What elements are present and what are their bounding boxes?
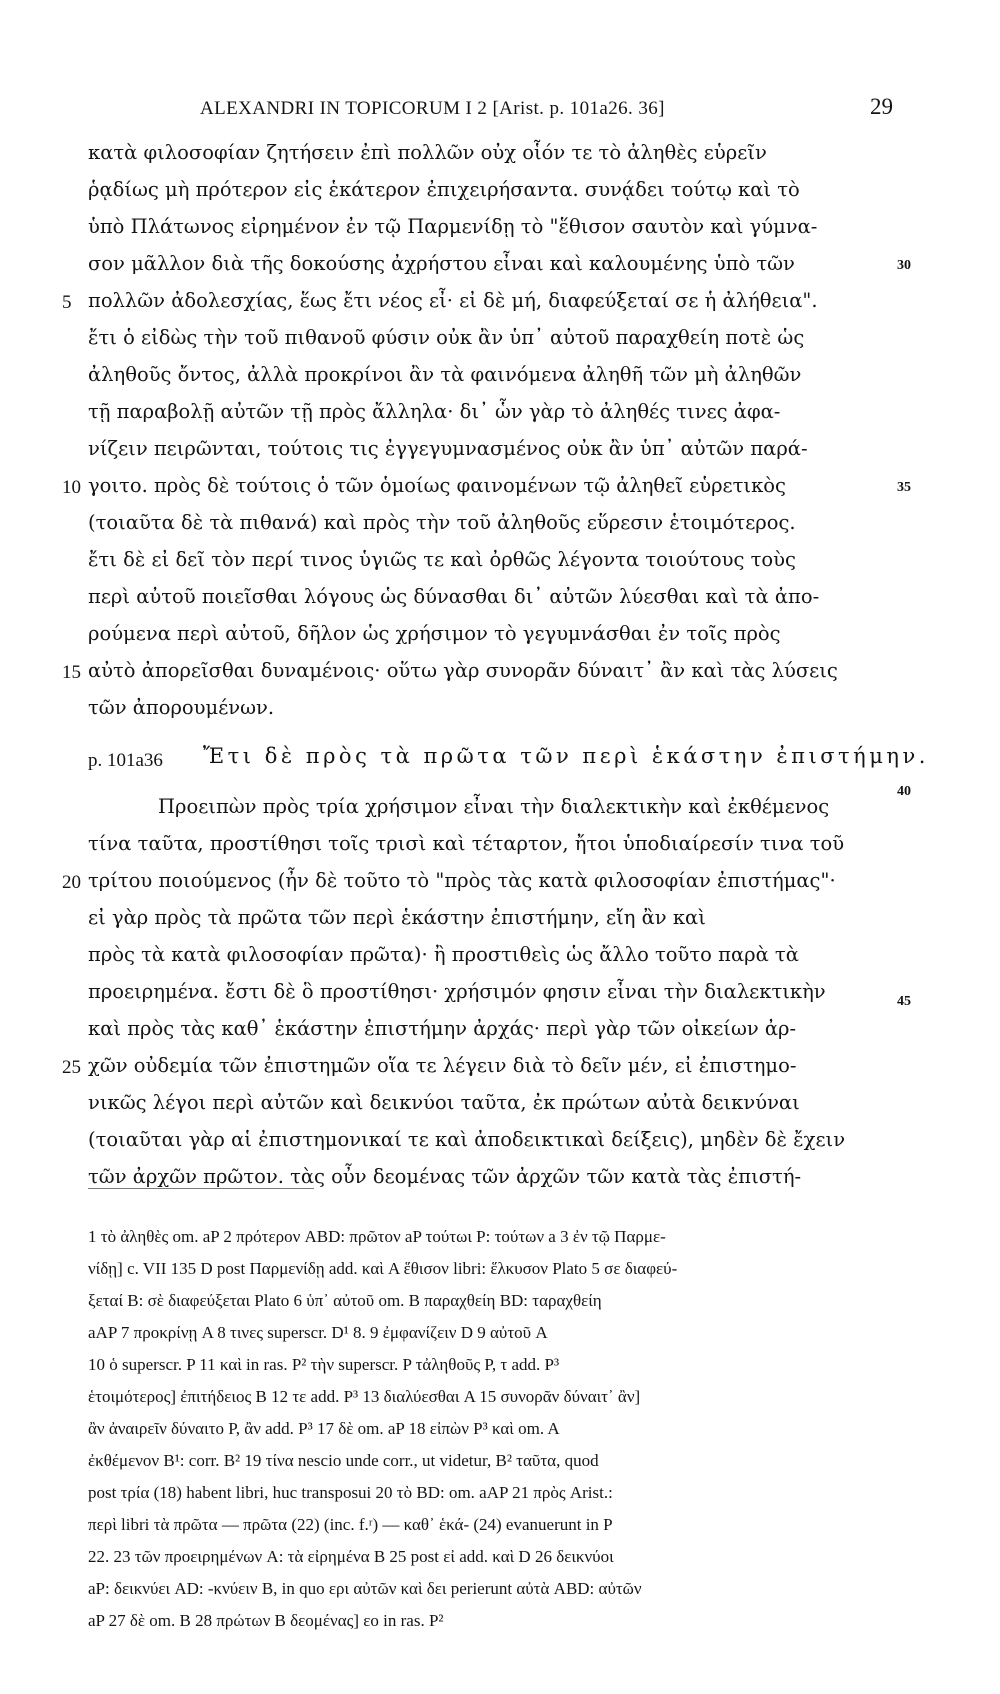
apparatus-line: περὶ libri τὰ πρῶτα — πρῶτα (22) (inc. f.ʳ) — καθ᾽ ἑκά- (24) evanuerunt in P [88,1515,613,1534]
text-line: προειρημένα. ἔστι δὲ ὃ προστίθησι· χρήσιμόν φησιν εἶναι τὴν διαλεκτικὴν [88,980,826,1003]
text-line: ὑπὸ Πλάτωνος εἰρημένον ἐν τῷ Παρμενίδῃ τὸ "ἕθισον σαυτὸν καὶ γύμνα- [88,215,818,238]
text-line: κατὰ φιλοσοφίαν ζητήσειν ἐπὶ πολλῶν οὐχ οἷόν τε τὸ ἀληθὲς εὑρεῖν [88,141,767,164]
apparatus-line: ξεταί B: σὲ διαφεύξεται Plato 6 ὑπ᾽ αὐτοῦ om. B παραχθείη BD: ταραχθείη [88,1291,602,1310]
apparatus-line: ἑτοιμότερος] ἐπιτήδειος B 12 τε add. P³ 13 διαλύεσθαι A 15 συνορᾶν δύναιτ᾽ ἂν] [88,1387,641,1406]
apparatus-line: aP: δεικνύει AD: -κνύειν B, in quo ερι αὐτῶν καὶ δει perierunt αὐτὰ ABD: αὐτῶν [88,1579,642,1598]
text-line: νικῶς λέγοι περὶ αὐτῶν καὶ δεικνύοι ταῦτα, ἐκ πρώτων αὐτὰ δεικνύναι [88,1091,800,1114]
margin-reference: 35 [897,480,911,495]
text-line: καὶ πρὸς τὰς καθ᾽ ἑκάστην ἐπιστήμην ἀρχάς· περὶ γὰρ τῶν οἰκείων ἀρ- [88,1017,797,1040]
page-number: 29 [870,94,893,119]
text-line: ἔτι δὲ εἰ δεῖ τὸν περί τινος ὑγιῶς τε καὶ ὀρθῶς λέγοντα τοιούτους τοὺς [88,548,796,571]
apparatus-line: ἐκθέμενον B¹: corr. B² 19 τίνα nescio unde corr., ut videtur, B² ταῦτα, quod [88,1451,599,1470]
line-number: 15 [62,662,81,683]
text-line: γοιτο. πρὸς δὲ τούτοις ὁ τῶν ὁμοίως φαινομένων τῷ ἀληθεῖ εὑρετικὸς [88,474,786,497]
text-line: αὐτὸ ἀπορεῖσθαι δυναμένοις· οὕτω γὰρ συνορᾶν δύναιτ᾽ ἂν καὶ τὰς λύσεις [88,659,838,682]
section-heading: Ἔτι δὲ πρὸς τὰ πρῶτα τῶν περὶ ἑκάστην ἐπιστήμην. [203,744,929,768]
apparatus-line: post τρία (18) habent libri, huc transposui 20 τὸ BD: om. aAP 21 πρὸς Arist.: [88,1483,613,1502]
text-line: (τοιαῦτα δὲ τὰ πιθανά) καὶ πρὸς τὴν τοῦ ἀληθοῦς εὕρεσιν ἑτοιμότερος. [88,511,796,534]
text-line: ῥᾳδίως μὴ πρότερον εἰς ἑκάτερον ἐπιχειρήσαντα. συνᾴδει τούτῳ καὶ τὸ [88,178,800,201]
line-number: 5 [62,292,72,313]
text-line: νίζειν πειρῶνται, τούτοις τις ἐγγεγυμνασμένος οὐκ ἂν ὑπ᾽ αὐτῶν παρά- [88,437,808,460]
text-line: τῶν ἀρχῶν πρῶτον. τὰς οὖν δεομένας τῶν ἀρχῶν τῶν κατὰ τὰς ἐπιστή- [88,1165,802,1188]
text-line: Προειπὼν πρὸς τρία χρήσιμον εἶναι τὴν διαλεκτικὴν καὶ ἐκθέμενος [158,795,830,818]
running-head: ALEXANDRI IN TOPICORUM I 2 [Arist. p. 101a26. 36] [200,98,665,119]
margin-reference: 40 [897,784,911,799]
text-line: πρὸς τὰ κατὰ φιλοσοφίαν πρῶτα)· ἢ προστιθεὶς ὡς ἄλλο τοῦτο παρὰ τὰ [88,943,799,966]
text-line: τίνα ταῦτα, προστίθησι τοῖς τρισὶ καὶ τέταρτον, ἤτοι ὑποδιαίρεσίν τινα τοῦ [88,832,845,855]
text-line: τρίτου ποιούμενος (ἦν δὲ τοῦτο τὸ "πρὸς τὰς κατὰ φιλοσοφίαν ἐπιστήμας"· [88,869,836,892]
section-reference: p. 101a36 [88,750,163,771]
apparatus-line: νίδῃ] c. VII 135 D post Παρμενίδῃ add. καὶ A ἕθισον libri: ἕλκυσον Plato 5 σε διαφεύ- [88,1259,678,1278]
text-line: σον μᾶλλον διὰ τῆς δοκούσης ἀχρήστου εἶναι καὶ καλουμένης ὑπὸ τῶν [88,252,795,275]
line-number: 20 [62,872,81,893]
text-line: περὶ αὐτοῦ ποιεῖσθαι λόγους ὡς δύνασθαι δι᾽ αὐτῶν λύεσθαι καὶ τὰ ἀπο- [88,585,820,608]
text-line: (τοιαῦται γὰρ αἱ ἐπιστημονικαί τε καὶ ἀποδεικτικαὶ δείξεις), μηδὲν δὲ ἔχειν [88,1128,846,1151]
text-line: τῶν ἀπορουμένων. [88,696,275,719]
line-number: 10 [62,477,81,498]
apparatus-divider [88,1188,314,1189]
text-line: πολλῶν ἀδολεσχίας, ἕως ἔτι νέος εἶ· εἰ δὲ μή, διαφεύξεταί σε ἡ ἀλήθεια". [88,289,818,312]
line-number: 25 [62,1057,81,1078]
apparatus-line: aAP 7 προκρίνῃ A 8 τινες superscr. D¹ 8. 9 ἐμφανίζειν D 9 αὐτοῦ A [88,1323,548,1342]
apparatus-line: 22. 23 τῶν προειρημένων A: τὰ εἰρημένα B 25 post εἰ add. καὶ D 26 δεικνύοι [88,1547,614,1566]
text-line: χῶν οὐδεμία τῶν ἐπιστημῶν οἵα τε λέγειν διὰ τὸ δεῖν μέν, εἰ ἐπιστημο- [88,1054,797,1077]
text-line: ἔτι ὁ εἰδὼς τὴν τοῦ πιθανοῦ φύσιν οὐκ ἂν ὑπ᾽ αὐτοῦ παραχθείη ποτὲ ὡς [88,326,805,349]
apparatus-line: aP 27 δὲ om. B 28 πρώτων B δεομένας] εο in ras. P² [88,1611,444,1630]
text-line: εἰ γὰρ πρὸς τὰ πρῶτα τῶν περὶ ἑκάστην ἐπιστήμην, εἴη ἂν καὶ [88,906,706,929]
margin-reference: 30 [897,258,911,273]
apparatus-line: 1 τὸ ἀληθὲς om. aP 2 πρότερον ABD: πρῶτον aP τούτωι P: τούτων a 3 ἐν τῷ Παρμε- [88,1227,666,1246]
text-line: ἀληθοῦς ὄντος, ἀλλὰ προκρίνοι ἂν τὰ φαινόμενα ἀληθῆ τῶν μὴ ἀληθῶν [88,363,802,386]
apparatus-line: ἂν ἀναιρεῖν δύναιτο P, ἂν add. P³ 17 δὲ om. aP 18 εἰπὼν P³ καὶ om. A [88,1419,560,1438]
text-line: τῇ παραβολῇ αὐτῶν τῇ πρὸς ἄλληλα· δι᾽ ὧν γὰρ τὸ ἀληθές τινες ἀφα- [88,400,781,423]
apparatus-line: 10 ὁ superscr. P 11 καὶ in ras. P² τὴν superscr. P τἀληθοῦς P, τ add. P³ [88,1355,560,1374]
text-line: ρούμενα περὶ αὐτοῦ, δῆλον ὡς χρήσιμον τὸ γεγυμνάσθαι ἐν τοῖς πρὸς [88,622,781,645]
margin-reference: 45 [897,994,911,1009]
